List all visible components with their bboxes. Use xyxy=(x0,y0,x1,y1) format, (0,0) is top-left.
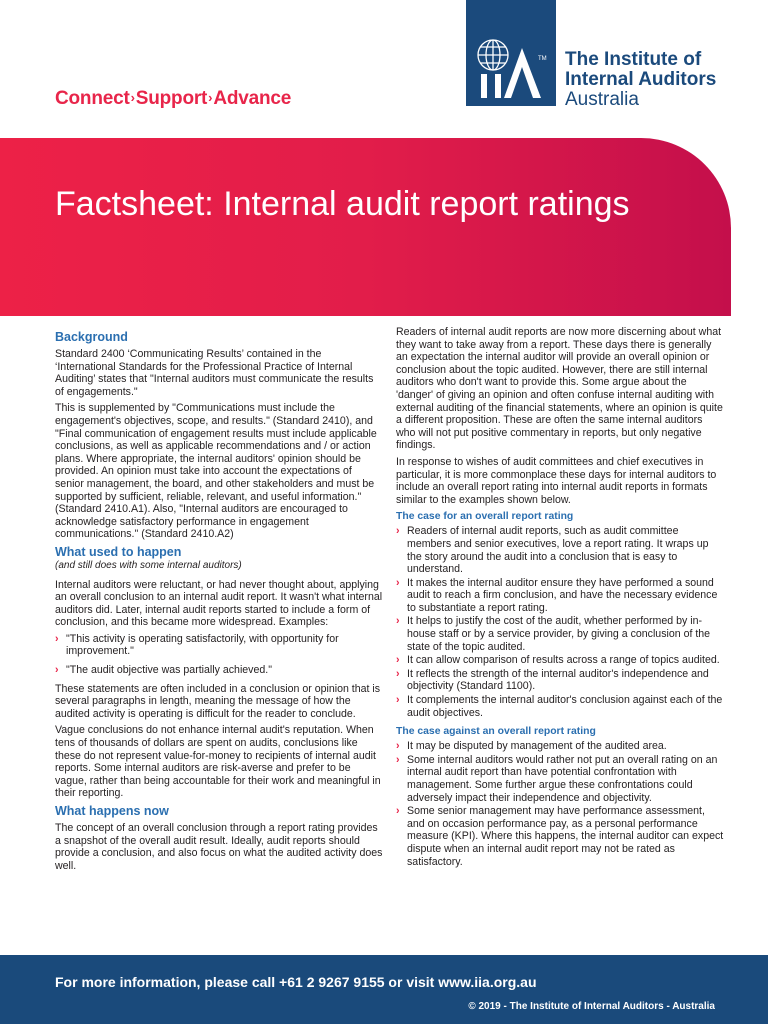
background-paragraph-2: This is supplemented by "Communications must include the engagement's objectives, scope, and results." (Standard 2410), and "Final communication of engagement results must include applicable conclusions, as well as applicable recommendations and / or action plans. Where appropriate, the internal auditors' opinion should be provided. An opinion must take into account the expectations of senior management, the board, and other stakeholders and must be supported by sufficient, reliable, relevant, and useful information." (Standard 2410.A1). Also, "Internal auditors are encouraged to acknowledge satisfactory performance in engagement communications." (Standard 2410.A2) xyxy=(55,402,377,541)
list-item: › It may be disputed by management of the audited area. xyxy=(396,740,724,753)
what-happens-now-paragraph: The concept of an overall conclusion through a report rating provides a snapshot of the overall audit result. Ideally, audit reports should provide a conclusion, and also focus on what the audited activity does well. xyxy=(55,822,383,872)
organisation-name xyxy=(565,50,716,110)
tagline xyxy=(55,88,291,110)
tagline-advance: Advance xyxy=(213,88,292,109)
right-column xyxy=(396,326,724,874)
globe-logo-icon xyxy=(466,0,556,106)
case-against-heading: The case against an overall report rating xyxy=(396,726,596,738)
list-item: › It complements the internal auditor's conclusion against each of the audit objectives. xyxy=(396,694,724,719)
list-item: › It helps to justify the cost of the audit, whether performed by in-house staff or by a service provider, by giving a conclusion of the state of the topic audited. xyxy=(396,615,724,653)
response-paragraph: In response to wishes of audit committees and chief executives in particular, it is more commonplace these days for internal auditors to include an overall report rating into internal audit reports in formats similar to the examples shown below. xyxy=(396,455,717,506)
what-happens-now-heading: What happens now xyxy=(55,804,169,818)
background-heading: Background xyxy=(55,330,128,344)
tagline-connect: Connect xyxy=(55,88,130,109)
tagline-separator: › xyxy=(130,90,135,105)
list-item: › "This activity is operating satisfactorily, with opportunity for improvement." xyxy=(55,633,383,658)
list-item: › "The audit objective was partially achieved." xyxy=(55,664,383,677)
case-for-heading: The case for an overall report rating xyxy=(396,511,574,523)
tagline-separator: › xyxy=(208,90,213,105)
background-paragraph-1: Standard 2400 ‘Communicating Results’ contained in the ‘International Standards for the Professional Practice of Internal Auditing’ states that "Internal auditors must communicate the results of engagements." xyxy=(55,348,374,398)
used-to-happen-paragraph-3: Vague conclusions do not enhance internal audit's reputation. When tens of thousands of dollars are spent on audits, conclusions like these do not represent value-for-money to recipients of internal audit reports. Some internal auditors are risk-averse and prefer to be vague, rather than being accountable for their work and meaningful in their reporting. xyxy=(55,724,381,800)
left-column xyxy=(55,326,383,876)
logo-line-1: The Institute of xyxy=(565,49,702,70)
tagline-support: Support xyxy=(135,88,208,109)
list-item: › Some internal auditors would rather not put an overall rating on an internal audit report than have potential confrontation with management. Some further argue these confrontations could adversely impact their independence and objectivity. xyxy=(396,754,724,804)
readers-paragraph: Readers of internal audit reports are now more discerning about what they want to take away from a report. These days there is generally an expectation the internal auditor will provide an overall opinion or conclusion about the topic audited. However, there are still internal auditors who don't want to provide this. Some argue about the 'danger' of giving an opinion and often confuse internal auditing with external auditing of the financial statements, where an opinion is quite a different proposition. These are often the same internal auditors who will not put positive commentary in reports, but only negative findings. xyxy=(396,326,723,452)
page-title: Factsheet: Internal audit report ratings xyxy=(55,185,630,223)
logo-line-2: Internal Auditors xyxy=(565,69,717,90)
list-item: › It reflects the strength of the internal auditor's independence and objectivity (Standard 1100). xyxy=(396,668,724,693)
used-to-happen-heading: What used to happen xyxy=(55,544,182,559)
list-item: › It can allow comparison of results across a range of topics audited. xyxy=(396,654,724,667)
used-to-happen-note: (and still does with some internal auditors) xyxy=(55,559,242,571)
trademark-mark: TM xyxy=(538,56,547,62)
examples-list xyxy=(55,633,383,677)
case-for-list xyxy=(396,525,724,719)
list-item: › It makes the internal auditor ensure they have performed a sound audit to reach a firm conclusion, and have the necessary evidence to substantiate a report rating. xyxy=(396,577,724,615)
case-against-list xyxy=(396,740,724,868)
iia-logo-mark xyxy=(466,0,556,106)
copyright-notice: © 2019 - The Institute of Internal Auditors - Australia xyxy=(468,1001,715,1012)
used-to-happen-paragraph-1: Internal auditors were reluctant, or had never thought about, applying an overall conclusion to an internal audit report. It wasn't what internal auditors did. Later, internal audit reports started to include a form of conclusion, and this became more widespread. Examples: xyxy=(55,578,383,629)
used-to-happen-paragraph-2: These statements are often included in a conclusion or opinion that is several paragraphs in length, meaning the message of how the audited activity is operating is difficult for the reader to conclude. xyxy=(55,682,381,720)
list-item: › Readers of internal audit reports, such as audit committee members and senior executives, love a report rating. It wraps up the story around the audit into a conclusion that is easy to understand. xyxy=(396,525,724,575)
contact-info: For more information, please call +61 2 9267 9155 or visit www.iia.org.au xyxy=(55,974,537,990)
logo-line-3: Australia xyxy=(565,89,639,110)
list-item: › Some senior management may have performance assessment, and on occasion performance pay, as a personal performance measure (KPI). Where this happens, the internal auditor can expect dispute when an internal audit report may not be rated as satisfactory. xyxy=(396,805,724,868)
